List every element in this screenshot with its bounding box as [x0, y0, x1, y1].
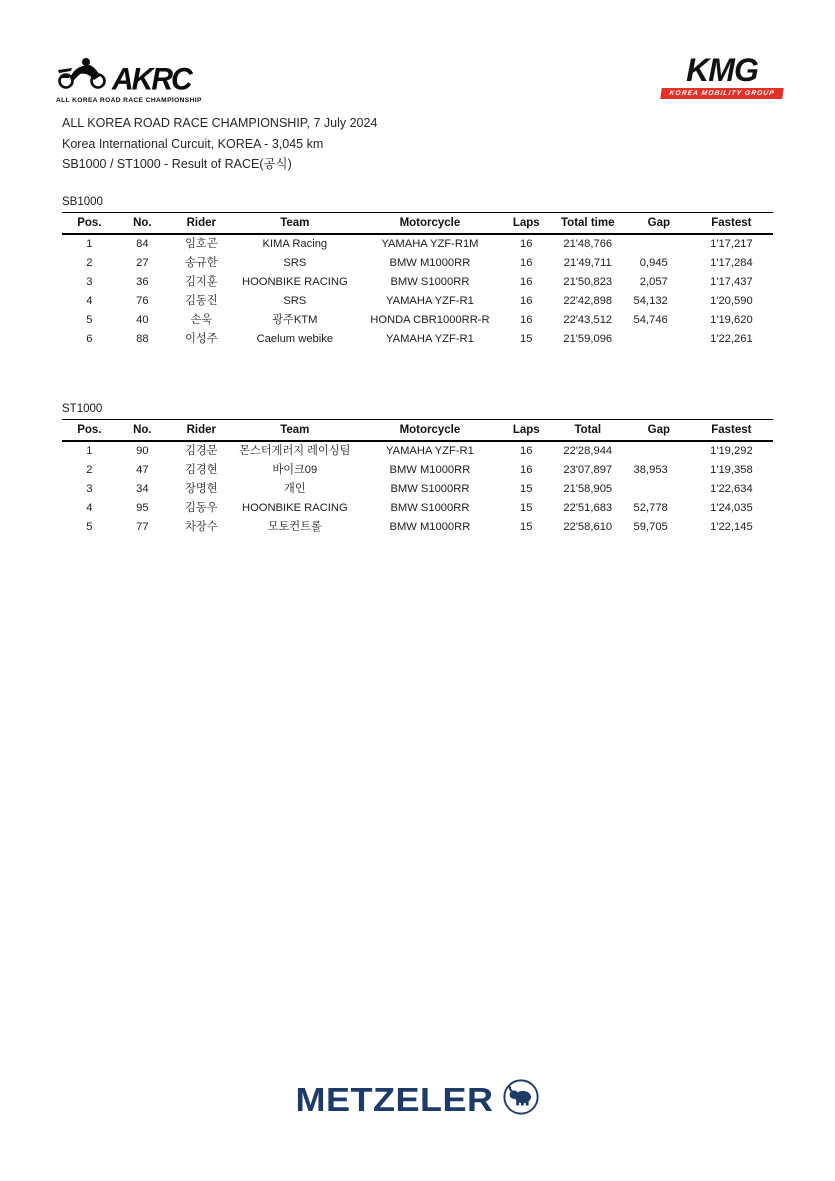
table-header-row	[62, 420, 773, 442]
cell-fastest: 1'17,437	[710, 276, 753, 288]
table-row	[62, 234, 773, 254]
metzeler-elephant-icon	[502, 1078, 540, 1121]
cell-total-time: 22'42,898	[563, 295, 613, 307]
cell-rider: 송규한	[185, 257, 218, 269]
cell-laps: 15	[520, 502, 533, 514]
cell-laps: 15	[520, 333, 533, 345]
cell-pos: 5	[86, 314, 93, 326]
cell-rider: 차장수	[185, 521, 218, 533]
table-row	[62, 330, 773, 349]
cell-no: 84	[136, 238, 149, 250]
col-header-rider: Rider	[186, 424, 217, 436]
cell-rider: 손욱	[190, 314, 213, 326]
cell-rider: 장명현	[185, 483, 218, 495]
cell-gap: 52,778	[633, 502, 668, 514]
cell-gap: 38,953	[633, 464, 668, 476]
col-header-laps: Laps	[512, 217, 540, 229]
col-header-laps: Laps	[512, 424, 540, 436]
akrc-wordmark: AKRC	[112, 62, 191, 97]
akrc-logo	[56, 56, 206, 104]
cell-motorcycle: YAMAHA YZF-R1	[385, 445, 474, 457]
kmg-red-bar	[660, 88, 784, 99]
cell-gap	[628, 330, 690, 349]
col-header-motorcycle: Motorcycle	[399, 424, 461, 436]
cell-gap: 2,057	[639, 276, 668, 288]
sb1000-section	[62, 196, 773, 349]
cell-fastest: 1'20,590	[710, 295, 753, 307]
col-header-total-time: Total time	[561, 217, 615, 229]
cell-team: KIMA Racing	[262, 238, 328, 250]
cell-gap: 54,746	[633, 314, 668, 326]
cell-total-time: 22'43,512	[563, 314, 613, 326]
cell-team: HOONBIKE RACING	[241, 276, 348, 288]
col-header-no: No.	[133, 217, 152, 229]
cell-rider: 임호곤	[185, 238, 218, 250]
cell-motorcycle: YAMAHA YZF-R1M	[381, 238, 479, 250]
cell-fastest: 1'19,620	[710, 314, 753, 326]
table-row	[62, 518, 773, 537]
table-row	[62, 311, 773, 330]
col-header-pos: Pos.	[77, 217, 102, 229]
cell-total: 21'58,905	[563, 483, 613, 495]
sb1000-results-table	[62, 212, 773, 349]
event-result-line: SB1000 / ST1000 - Result of RACE(공식)	[62, 157, 292, 171]
cell-laps: 16	[520, 238, 533, 250]
kmg-subtitle: KOREA MOBILITY GROUP	[668, 90, 776, 97]
table-row	[62, 499, 773, 518]
cell-team: HOONBIKE RACING	[241, 502, 348, 514]
cell-total: 22'51,683	[563, 502, 613, 514]
cell-no: 47	[136, 464, 149, 476]
cell-rider: 김동진	[185, 295, 218, 307]
cell-motorcycle: BMW M1000RR	[389, 464, 471, 476]
table-row	[62, 441, 773, 461]
cell-motorcycle: BMW S1000RR	[390, 276, 470, 288]
table-row	[62, 461, 773, 480]
col-header-gap: Gap	[647, 424, 671, 436]
col-header-total: Total	[574, 424, 602, 436]
cell-pos: 5	[86, 521, 93, 533]
cell-fastest: 1'17,284	[710, 257, 753, 269]
cell-laps: 15	[520, 483, 533, 495]
col-header-fastest: Fastest	[711, 424, 752, 436]
cell-gap: 54,132	[633, 295, 668, 307]
cell-no: 40	[136, 314, 149, 326]
cell-no: 36	[136, 276, 149, 288]
cell-fastest: 1'19,292	[710, 445, 753, 457]
col-header-rider: Rider	[186, 217, 217, 229]
cell-fastest: 1'22,634	[710, 483, 753, 495]
cell-pos: 2	[86, 257, 93, 269]
cell-pos: 2	[86, 464, 93, 476]
cell-team: 모토컨트롤	[267, 521, 322, 533]
cell-fastest: 1'24,035	[710, 502, 753, 514]
cell-no: 90	[136, 445, 149, 457]
cell-pos: 1	[86, 238, 93, 250]
st1000-title: ST1000	[62, 403, 103, 415]
cell-total: 22'28,944	[563, 445, 613, 457]
cell-total-time: 21'49,711	[563, 257, 612, 269]
cell-laps: 16	[520, 257, 533, 269]
cell-motorcycle: HONDA CBR1000RR-R	[370, 314, 490, 326]
col-header-pos: Pos.	[77, 424, 102, 436]
cell-fastest: 1'19,358	[710, 464, 753, 476]
cell-rider: 김경문	[185, 445, 218, 457]
cell-fastest: 1'22,261	[710, 333, 753, 345]
st1000-results-table	[62, 419, 773, 537]
cell-gap	[628, 441, 690, 461]
cell-motorcycle: BMW S1000RR	[390, 483, 470, 495]
cell-rider: 김동우	[185, 502, 218, 514]
sb1000-title: SB1000	[62, 196, 103, 208]
cell-pos: 1	[86, 445, 93, 457]
cell-pos: 4	[86, 502, 93, 514]
table-header-row	[62, 213, 773, 235]
cell-team: Caelum webike	[256, 333, 334, 345]
cell-total-time: 21'59,096	[563, 333, 613, 345]
table-row	[62, 292, 773, 311]
table-row	[62, 480, 773, 499]
cell-team: 몬스터게러지 레이싱팀	[239, 445, 351, 457]
cell-no: 77	[136, 521, 149, 533]
cell-pos: 3	[86, 483, 93, 495]
kmg-wordmark: KMG	[686, 52, 758, 88]
col-header-fastest: Fastest	[711, 217, 752, 229]
kmg-logo	[661, 54, 783, 99]
col-header-team: Team	[280, 424, 310, 436]
event-title-line: ALL KOREA ROAD RACE CHAMPIONSHIP, 7 July 2024	[62, 116, 378, 130]
st1000-section	[62, 403, 773, 537]
cell-team: 바이크09	[272, 464, 318, 476]
cell-laps: 16	[520, 276, 533, 288]
col-header-no: No.	[133, 424, 152, 436]
cell-gap	[628, 234, 690, 254]
cell-no: 88	[136, 333, 149, 345]
cell-rider: 김지훈	[185, 276, 218, 288]
metzeler-wordmark: METZELER	[295, 1080, 494, 1118]
cell-fastest: 1'22,145	[710, 521, 753, 533]
event-info	[62, 113, 377, 175]
cell-pos: 3	[86, 276, 93, 288]
cell-laps: 15	[520, 521, 533, 533]
cell-rider: 이성주	[185, 333, 218, 345]
cell-total-time: 21'50,823	[563, 276, 613, 288]
cell-laps: 16	[520, 464, 533, 476]
col-header-motorcycle: Motorcycle	[399, 217, 461, 229]
motorcycle-racer-icon	[56, 56, 110, 95]
cell-gap: 59,705	[633, 521, 668, 533]
col-header-team: Team	[280, 217, 310, 229]
cell-team: 개인	[284, 483, 306, 495]
cell-motorcycle: YAMAHA YZF-R1	[385, 333, 474, 345]
cell-pos: 6	[86, 333, 93, 345]
cell-pos: 4	[86, 295, 93, 307]
cell-fastest: 1'17,217	[710, 238, 753, 250]
cell-total-time: 21'48,766	[563, 238, 613, 250]
table-row	[62, 254, 773, 273]
cell-total: 22'58,610	[563, 521, 613, 533]
cell-team: SRS	[283, 295, 307, 307]
cell-laps: 16	[520, 295, 533, 307]
cell-no: 95	[136, 502, 149, 514]
event-circuit-line: Korea International Curcuit, KOREA - 3,045 km	[62, 136, 324, 151]
col-header-gap: Gap	[647, 217, 671, 229]
cell-team: 광주KTM	[272, 314, 318, 326]
cell-gap	[628, 480, 690, 499]
cell-total: 23'07,897	[563, 464, 613, 476]
cell-no: 27	[136, 257, 149, 269]
cell-laps: 16	[520, 445, 533, 457]
cell-motorcycle: BMW S1000RR	[390, 502, 470, 514]
table-row	[62, 273, 773, 292]
metzeler-logo	[0, 1078, 835, 1121]
cell-no: 34	[136, 483, 149, 495]
cell-laps: 16	[520, 314, 533, 326]
cell-team: SRS	[283, 257, 307, 269]
cell-motorcycle: BMW M1000RR	[389, 257, 471, 269]
cell-gap: 0,945	[639, 257, 668, 269]
cell-motorcycle: YAMAHA YZF-R1	[385, 295, 474, 307]
cell-no: 76	[136, 295, 149, 307]
cell-motorcycle: BMW M1000RR	[389, 521, 471, 533]
akrc-subtitle: ALL KOREA ROAD RACE CHAMPIONSHIP	[56, 97, 202, 104]
cell-rider: 김경현	[185, 464, 218, 476]
